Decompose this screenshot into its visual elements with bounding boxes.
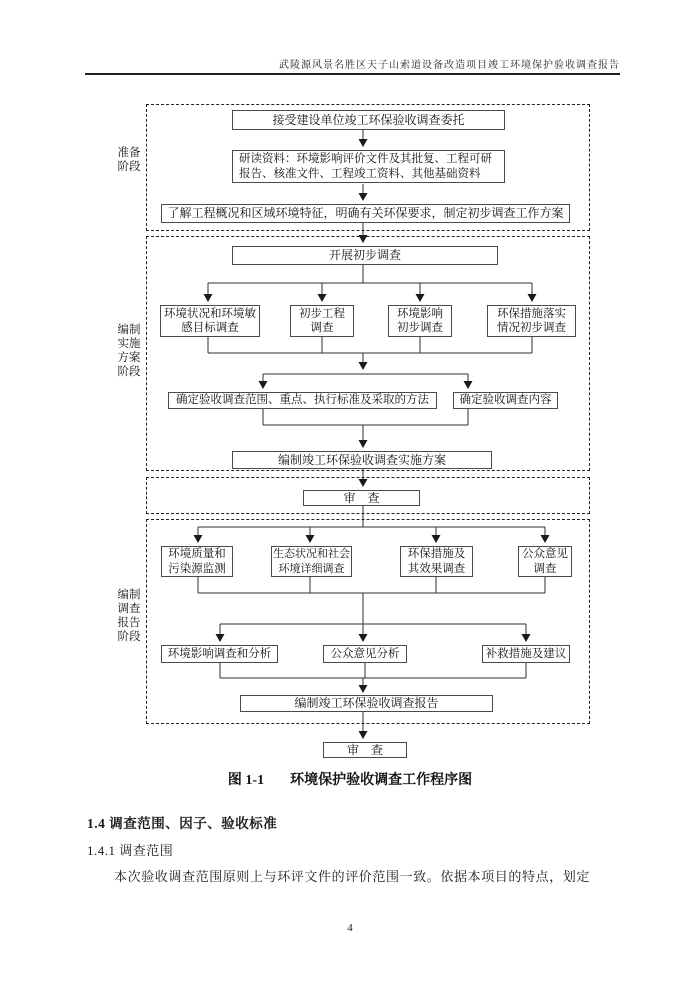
body-paragraph: 本次验收调查范围原则上与环评文件的评价范围一致。依据本项目的特点，划定 [114, 869, 591, 884]
flow-box-define-scope: 确定验收调查范围、重点、执行标准及采取的方法 [168, 392, 437, 409]
flow-box-impact-analysis: 环境影响调查和分析 [161, 645, 278, 663]
flow-box-understand: 了解工程概况和区域环境特征，明确有关环保要求，制定初步调查工作方案 [161, 204, 570, 223]
flow-box-compile-report: 编制竣工环保验收调查报告 [240, 695, 493, 712]
flow-box-review-2: 审 查 [323, 742, 407, 758]
flow-box-compile-plan: 编制竣工环保验收调查实施方案 [232, 451, 492, 469]
flow-box-remedial: 补救措施及建议 [482, 645, 570, 663]
stage-label-plan: 编制实施方案阶段 [117, 324, 141, 378]
flow-box-public-opinion: 公众意见调查 [518, 546, 572, 577]
stage-label-report: 编制调查报告阶段 [117, 589, 141, 643]
stage-frame-plan [146, 236, 590, 471]
flow-box-opinion-analysis: 公众意见分析 [323, 645, 407, 663]
header-title: 武陵源风景名胜区天子山索道设备改造项目竣工环境保护验收调查报告 [279, 60, 620, 71]
header-rule [85, 73, 620, 75]
flow-box-review-materials: 研读资料：环境影响评价文件及其批复、工程可研报告、核准文件、工程竣工资料、其他基础资料 [232, 150, 505, 183]
stage-label-prepare: 准备阶段 [117, 147, 141, 173]
flow-box-eco-social: 生态状况和社会环境详细调查 [271, 546, 352, 577]
flow-box-env-impact-initial: 环境影响初步调查 [388, 305, 452, 337]
flow-box-initial-survey: 开展初步调查 [232, 246, 498, 265]
figure-caption-label: 图 1-1 [227, 773, 265, 788]
flow-box-measures-initial: 环保措施落实情况初步调查 [487, 305, 576, 337]
page-number: 4 [347, 922, 353, 934]
figure-caption [0, 769, 700, 789]
subsection-heading: 1.4.1 调查范围 [87, 843, 174, 858]
flow-box-measures-effect: 环保措施及其效果调查 [400, 546, 473, 577]
flow-box-entrust: 接受建设单位竣工环保验收调查委托 [232, 110, 505, 130]
figure-caption-title: 环境保护验收调查工作程序图 [290, 773, 473, 788]
flow-box-env-sensitive: 环境状况和环境敏感目标调查 [160, 305, 260, 337]
flow-box-monitoring: 环境质量和污染源监测 [161, 546, 233, 577]
flow-box-review-1: 审 查 [303, 490, 420, 506]
flow-box-define-content: 确定验收调查内容 [453, 392, 558, 409]
flow-box-initial-engineering: 初步工程调查 [290, 305, 354, 337]
section-heading: 1.4 调查范围、因子、验收标准 [87, 816, 278, 831]
